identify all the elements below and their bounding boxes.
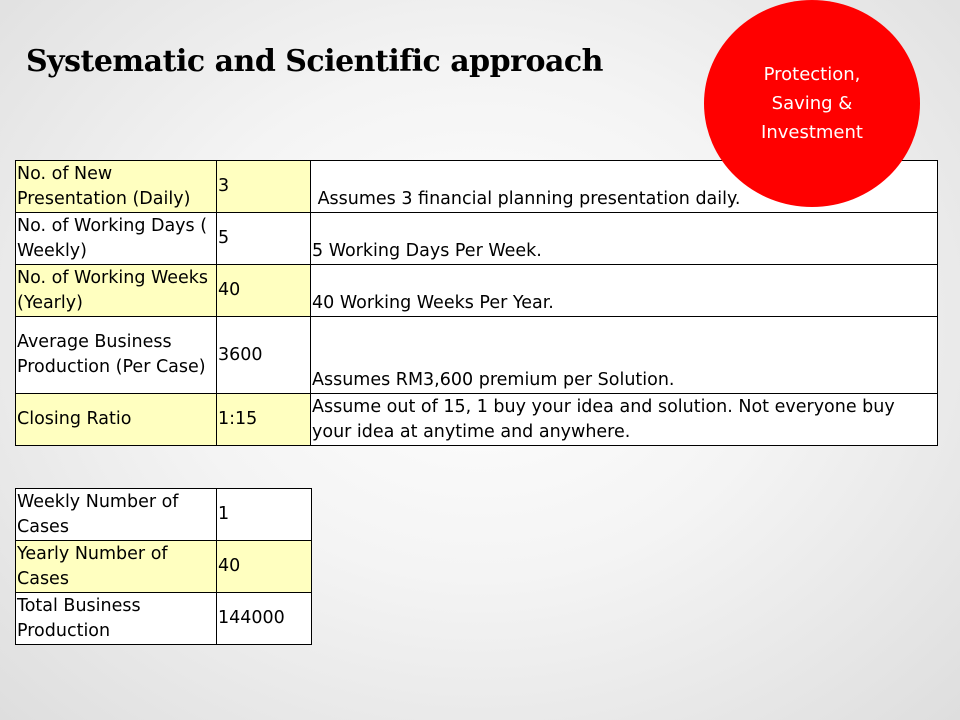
row-description: 5 Working Days Per Week. — [311, 213, 938, 265]
row-label: No. of Working Days ( Weekly) — [16, 213, 217, 265]
table-row — [16, 593, 312, 645]
row-label: No. of New Presentation (Daily) — [16, 161, 217, 213]
row-value: 3 — [217, 161, 311, 213]
row-description: Assumes 3 financial planning presentation daily. — [311, 161, 938, 213]
row-value: 1 — [217, 489, 312, 541]
row-description: Assume out of 15, 1 buy your idea and solution. Not everyone buy your idea at anytime and anywhere. — [311, 394, 938, 446]
table-row — [16, 489, 312, 541]
row-description: Assumes RM3,600 premium per Solution. — [311, 317, 938, 394]
row-value: 144000 — [217, 593, 312, 645]
badge-line: Investment — [761, 122, 863, 143]
row-description: 40 Working Weeks Per Year. — [311, 265, 938, 317]
table-row — [16, 394, 938, 446]
table-row — [16, 265, 938, 317]
page-title: Systematic and Scientific approach — [26, 44, 603, 79]
row-label: Total Business Production — [16, 593, 217, 645]
row-label: Weekly Number of Cases — [16, 489, 217, 541]
table-row — [16, 541, 312, 593]
row-label: No. of Working Weeks (Yearly) — [16, 265, 217, 317]
table-row — [16, 213, 938, 265]
row-value: 5 — [217, 213, 311, 265]
row-label: Average Business Production (Per Case) — [16, 317, 217, 394]
row-value: 1:15 — [217, 394, 311, 446]
results-table — [15, 488, 312, 645]
row-value: 3600 — [217, 317, 311, 394]
badge-line: Saving & — [771, 93, 853, 114]
row-label: Closing Ratio — [16, 394, 217, 446]
badge-line: Protection, — [763, 64, 861, 85]
row-label: Yearly Number of Cases — [16, 541, 217, 593]
protection-saving-investment-badge — [704, 0, 920, 207]
row-value: 40 — [217, 541, 312, 593]
row-value: 40 — [217, 265, 311, 317]
table-row — [16, 317, 938, 394]
